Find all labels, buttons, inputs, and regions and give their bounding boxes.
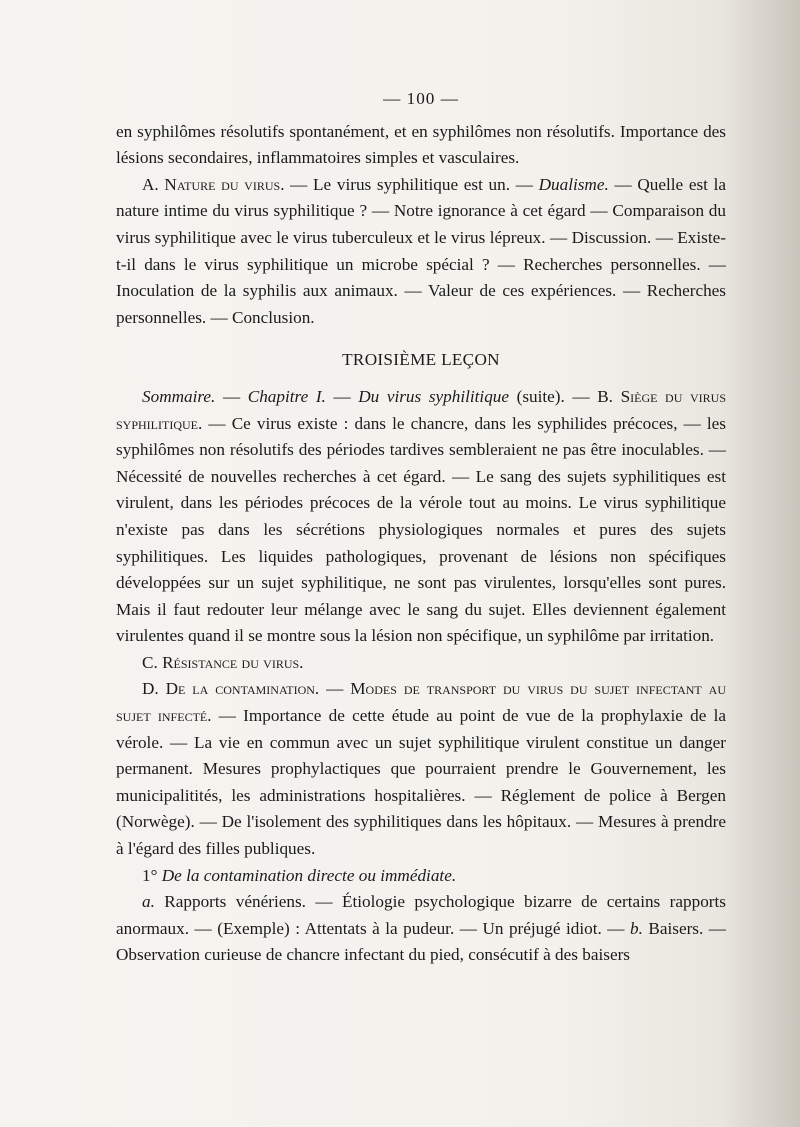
- text-run: Rapports vénériens. — Étiologie psychologique bizarre de certains rapports anormaux. — (Exemple) : Attentats à la pudeur. — Un préjugé idiot. —: [116, 892, 726, 938]
- section-title-resistance: Résistance du virus.: [162, 652, 304, 672]
- section-title-contamination: De la contamination. — Modes de transport du virus du sujet infectant au sujet infecté.: [116, 679, 726, 726]
- paragraph-1: en syphilômes résolutifs spontanément, et en syphilômes non résolutifs. Importance des lésions secondaires, inflammatoires simples et vasculaires.: [116, 121, 726, 168]
- section-label-c: C.: [142, 652, 163, 672]
- italic-chapitre: Chapitre I.: [247, 386, 326, 406]
- page-number: — 100 —: [383, 89, 459, 108]
- paragraph-contamination: [116, 676, 726, 862]
- section-title-siege: Siège du virus syphilitique.: [116, 386, 726, 433]
- text-run: —: [325, 386, 359, 406]
- text-run: —: [215, 386, 248, 406]
- italic-dualisme: Dualisme.: [538, 174, 609, 194]
- italic-b: b.: [630, 918, 643, 938]
- paragraph-rapports: [116, 889, 726, 969]
- italic-a: a.: [142, 892, 155, 912]
- section-label-d: D.: [142, 679, 166, 699]
- text-run: — Importance de cette étude au point de vue de la prophylaxie de la vérole. — La vie en commun avec un sujet syphilitique virulent constitue un danger permanent. Mesures prophylactiques que pourraient prendre le Gouvernement, les municipalitités, les administrations hospitalières. — Réglement de police à Bergen (Norwège). — De l'isolement des syphilitiques dans les hôpitaux. — Mesures à prendre à l'égard des filles publiques.: [116, 706, 727, 859]
- paragraph-nature-du-virus: [116, 172, 726, 332]
- lecture-heading: TROISIÈME LEÇON: [342, 350, 500, 370]
- text-run: Baisers. — Observation curieuse de chancre infectant du pied, consécutif à des baisers: [116, 918, 726, 965]
- page-text: [116, 86, 726, 969]
- italic-contamination-directe: De la contamination directe ou immédiate.: [161, 865, 457, 885]
- section-label-a: A.: [142, 174, 165, 194]
- italic-du-virus: Du virus syphilitique: [358, 386, 510, 406]
- text-run: (suite). — B.: [509, 386, 621, 406]
- text-run: — Ce virus existe : dans le chancre, dans les syphilides précoces, — les syphilômes non résolutifs des périodes tardives sembleraient ne pas être inoculables. — Nécessité de nouvelles recherches à cet égard. — Le sang des sujets syphilitiques est virulent, dans les périodes précoces de la vérole tout au moins. Le virus syphilitique n'existe pas dans les sécrétions physiologiques normales et pures des sujets syphilitiques. Les liquides pathologiques, provenant de lésions non spécifiques développées sur un sujet syphilitique, ne sont pas virulentes, lorsqu'elles sont pures. Mais il faut redouter leur mélange avec le sang du sujet. Elles deviennent également virulentes quand il se montre sous la lésion non spécifique, un syphilôme par irritation.: [116, 413, 726, 646]
- italic-sommaire: Sommaire.: [142, 386, 216, 406]
- paragraph-resistance: [116, 650, 726, 677]
- section-title-nature: Nature du virus.: [164, 174, 285, 194]
- text-run: — Quelle est la nature intime du virus syphilitique ? — Notre ignorance à cet égard — Comparaison du virus syphilitique avec le virus tuberculeux et le virus lépreux. — Discussion. — Existe-t-il dans le virus syphilitique un microbe spécial ? — Recherches personnelles. — Inoculation de la syphilis aux animaux. — Valeur de ces expériences. — Recherches personnelles. — Conclusion.: [116, 174, 727, 327]
- item-number: 1°: [142, 865, 162, 885]
- text-run: — Le virus syphilitique est un. —: [284, 174, 539, 194]
- paragraph-sommaire: [116, 384, 726, 650]
- paragraph-contamination-directe: [116, 863, 726, 890]
